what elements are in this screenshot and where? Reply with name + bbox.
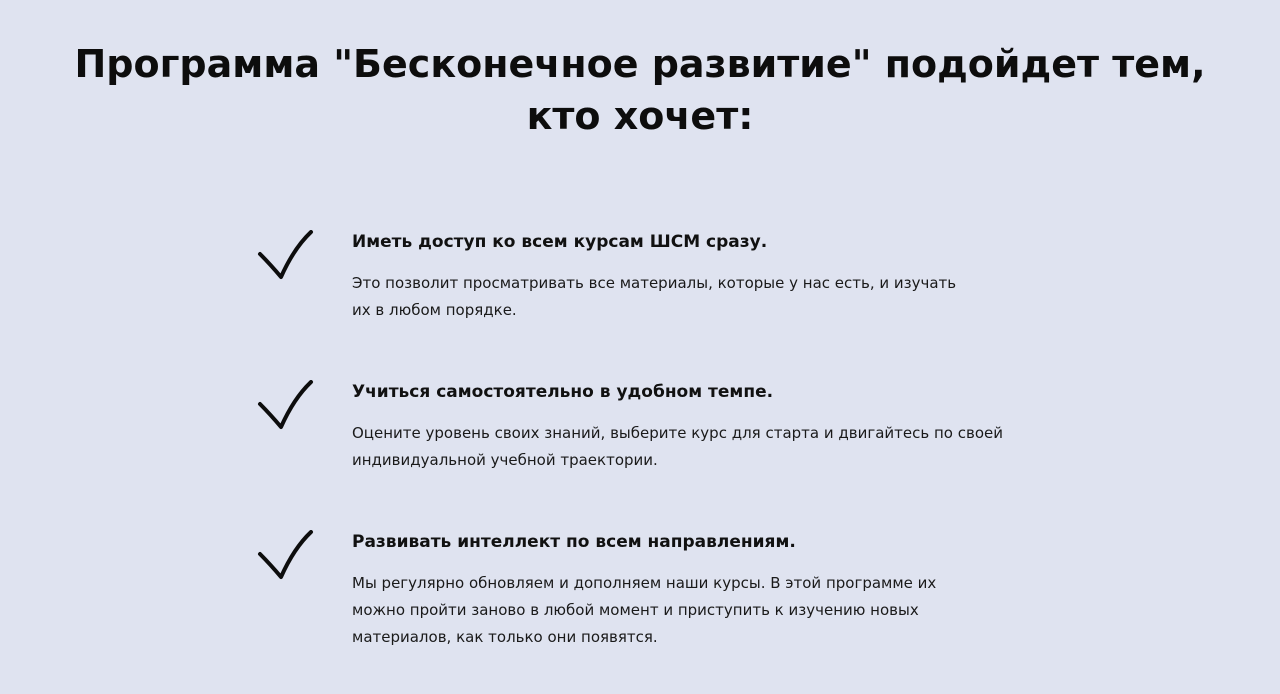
check-icon [256, 530, 316, 582]
check-icon [256, 380, 316, 432]
benefit-heading: Иметь доступ ко всем курсам ШСМ сразу. [352, 232, 768, 252]
benefit-heading: Развивать интеллект по всем направлениям. [352, 532, 796, 552]
page-title-line-2: кто хочет: [526, 94, 754, 138]
page-title [60, 38, 1220, 142]
benefit-description-line: материалов, как только они появятся. [352, 628, 658, 646]
benefit-description-line: можно пройти заново в любой момент и приступить к изучению новых [352, 601, 919, 619]
check-icon [256, 230, 316, 282]
benefit-description-line: Мы регулярно обновляем и дополняем наши курсы. В этой программе их [352, 574, 937, 592]
benefit-description-line: Оцените уровень своих знаний, выберите курс для старта и двигайтесь по своей [352, 424, 1003, 442]
benefit-description [352, 270, 972, 324]
benefit-description [352, 570, 972, 651]
benefit-description-line: Это позволит просматривать все материалы, которые у нас есть, и изучать [352, 274, 957, 292]
benefit-description-line: их в любом порядке. [352, 301, 517, 319]
page-title-line-1: Программа "Бесконечное развитие" подойдет тем, [74, 42, 1206, 86]
benefit-description [352, 420, 1032, 474]
benefit-description-line: индивидуальной учебной траектории. [352, 451, 658, 469]
benefit-heading: Учиться самостоятельно в удобном темпе. [352, 382, 774, 402]
